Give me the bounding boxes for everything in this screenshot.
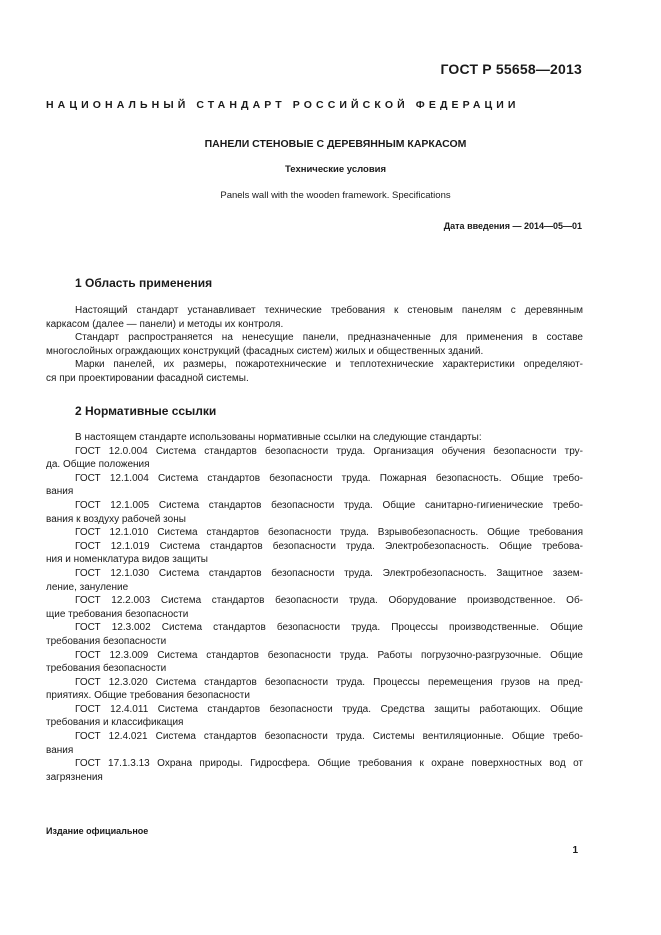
text-line: да. Общие положения bbox=[46, 459, 150, 471]
national-standard-heading: НАЦИОНАЛЬНЫЙ СТАНДАРТ РОССИЙСКОЙ ФЕДЕРАЦИИ bbox=[46, 99, 520, 111]
text-line: ГОСТ 12.4.021 Система стандартов безопасности труда. Системы вентиляционные. Общие требо- bbox=[75, 731, 583, 743]
text-line: приятиях. Общие требования безопасности bbox=[46, 690, 250, 702]
text-line: требования безопасности bbox=[46, 663, 167, 675]
text-line: Настоящий стандарт устанавливает технические требования к стеновым панелям с деревянным bbox=[75, 305, 583, 316]
text-line: ление, зануление bbox=[46, 581, 129, 593]
section-1-body bbox=[46, 304, 583, 386]
text-line: щие требования безопасности bbox=[46, 608, 189, 620]
text-line: ГОСТ 12.1.019 Система стандартов безопасности труда. Электробезопасность. Общие требова- bbox=[75, 540, 583, 552]
text-line: ГОСТ 17.1.3.13 Охрана природы. Гидросфера. Общие требования к охране поверхностных вод от bbox=[75, 758, 583, 770]
text-line: ГОСТ 12.2.003 Система стандартов безопасности труда. Оборудование производственное. Об- bbox=[75, 595, 583, 607]
text-line: многослойных ограждающих конструкций (фасадных систем) жилых и общественных зданий. bbox=[46, 345, 484, 357]
text-line: каркасом (далее — панели) и методы их контроля. bbox=[46, 318, 284, 330]
text-line: вания к воздуху рабочей зоны bbox=[46, 513, 186, 525]
text-line: загрязнения bbox=[46, 771, 103, 783]
text-line: ся при проектировании фасадной системы. bbox=[46, 372, 249, 384]
text-line: требования и классификация bbox=[46, 717, 184, 729]
text-line: ГОСТ 12.3.002 Система стандартов безопасности труда. Процессы производственные. Общие bbox=[75, 622, 583, 634]
text-line: ГОСТ 12.4.011 Система стандартов безопасности труда. Средства защиты работающих. Общие bbox=[75, 703, 583, 715]
section-2-body bbox=[46, 431, 583, 784]
text-line: ГОСТ 12.0.004 Система стандартов безопасности труда. Организация обучения безопасности тру- bbox=[75, 445, 583, 457]
text-line: ГОСТ 12.1.010 Система стандартов безопасности труда. Взрывобезопасность. Общие требования bbox=[75, 527, 583, 539]
text-line: ния и номенклатура видов защиты bbox=[46, 554, 208, 566]
official-edition-note: Издание официальное bbox=[46, 826, 149, 836]
standard-subtitle: Технические условия bbox=[284, 164, 387, 175]
text-line: ГОСТ 12.1.005 Система стандартов безопасности труда. Общие санитарно-гигиенические требо- bbox=[75, 499, 583, 511]
page-number: 1 bbox=[572, 845, 578, 856]
introduction-date: Дата введения — 2014—05—01 bbox=[443, 221, 582, 231]
text-line: Марки панелей, их размеры, пожаротехнические и теплотехнические характеристики определяют- bbox=[75, 359, 583, 371]
text-line: ГОСТ 12.1.004 Система стандартов безопасности труда. Пожарная безопасность. Общие требо- bbox=[75, 472, 583, 484]
standard-title: ПАНЕЛИ СТЕНОВЫЕ С ДЕРЕВЯННЫМ КАРКАСОМ bbox=[204, 138, 467, 150]
text-line: В настоящем стандарте использованы нормативные ссылки на следующие стандарты: bbox=[75, 432, 482, 443]
text-line: ГОСТ 12.3.020 Система стандартов безопасности труда. Процессы перемещения грузов на пред- bbox=[75, 676, 583, 688]
text-line: ГОСТ 12.1.030 Система стандартов безопасности труда. Электробезопасность. Защитное зазем- bbox=[75, 567, 583, 579]
text-line: ГОСТ 12.3.009 Система стандартов безопасности труда. Работы погрузочно-разгрузочные. Общие bbox=[75, 649, 583, 661]
text-line: вания bbox=[46, 744, 74, 756]
section-2-heading: 2 Нормативные ссылки bbox=[75, 404, 217, 418]
text-line: требования безопасности bbox=[46, 635, 167, 647]
text-line: вания bbox=[46, 486, 74, 498]
standard-title-english: Panels wall with the wooden framework. Specifications bbox=[220, 190, 451, 201]
text-line: Стандарт распространяется на ненесущие панели, предназначенные для применения в составе bbox=[75, 332, 583, 344]
document-number: ГОСТ Р 55658—2013 bbox=[440, 61, 582, 77]
section-1-heading: 1 Область применения bbox=[75, 276, 213, 290]
